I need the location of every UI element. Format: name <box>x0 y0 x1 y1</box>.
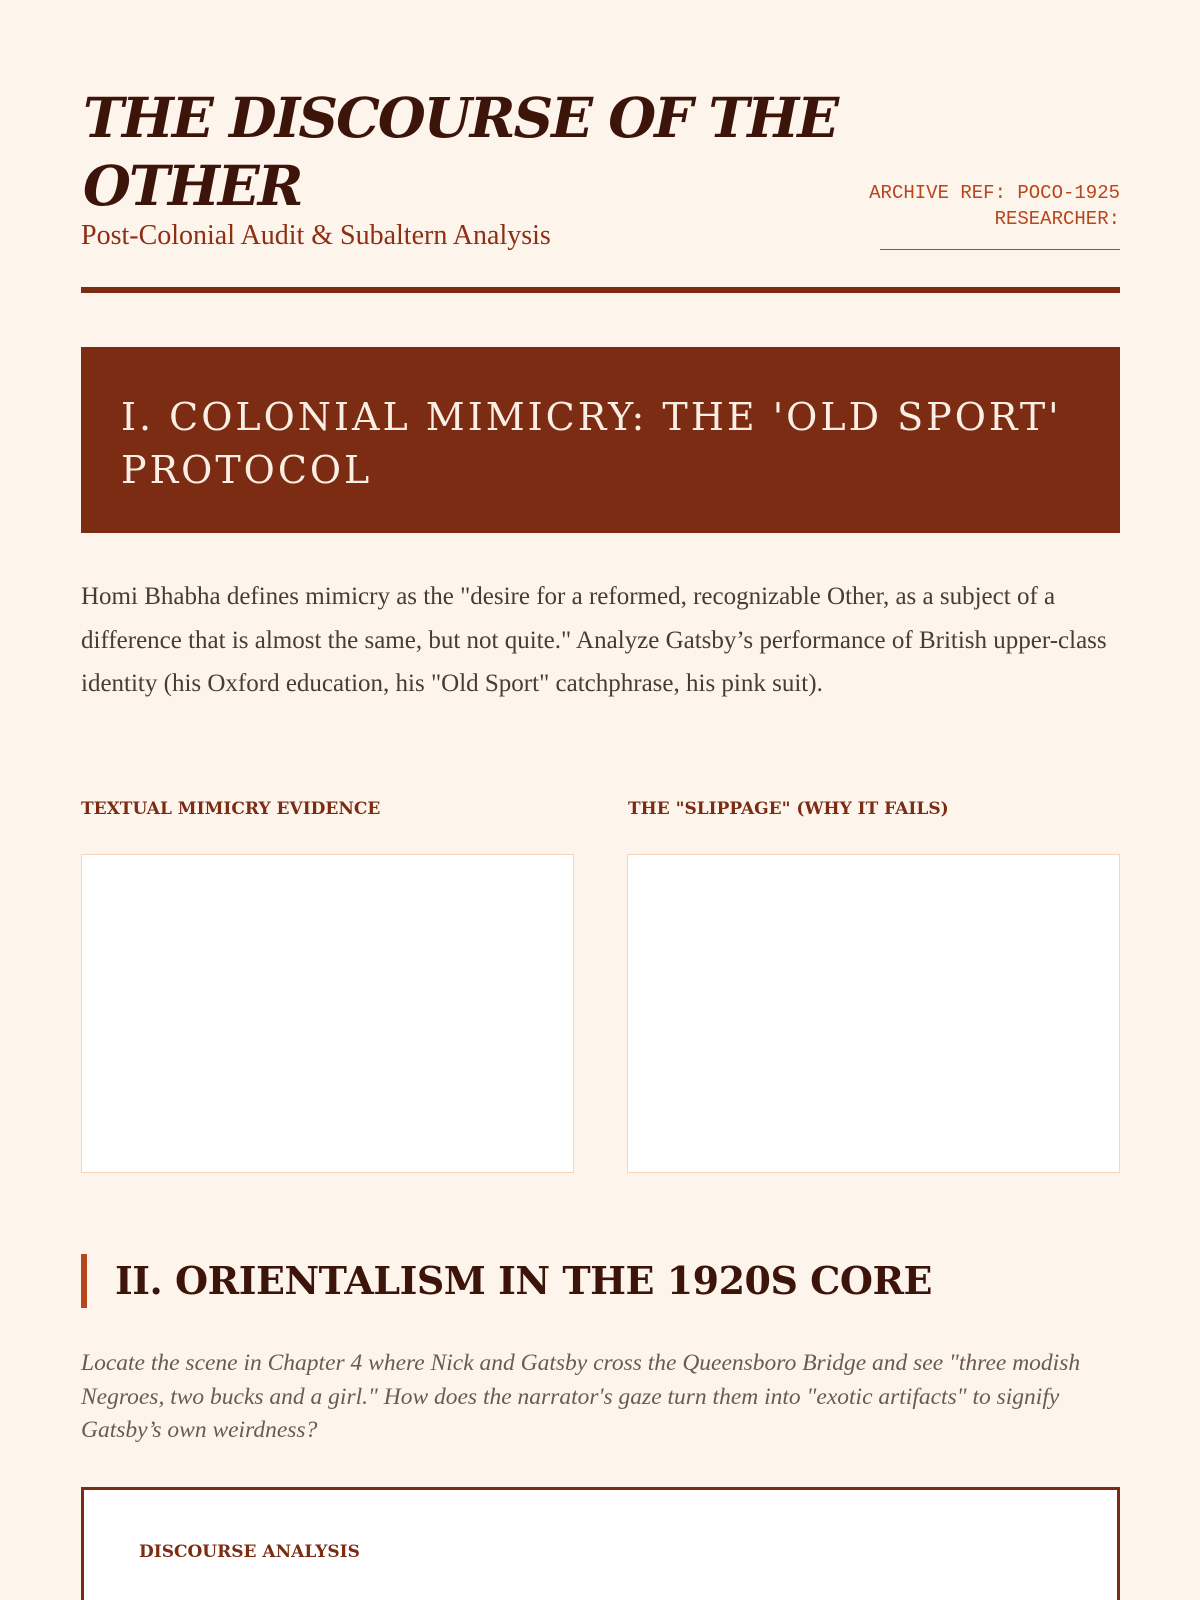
section-1-heading: I. COLONIAL MIMICRY: THE 'OLD SPORT' PROTOCOL <box>121 395 1062 492</box>
mimicry-evidence-field[interactable] <box>81 854 574 1173</box>
discourse-analysis-box[interactable] <box>81 1487 1120 1600</box>
page-title: THE DISCOURSE OF THE OTHER <box>83 85 838 218</box>
slippage-label: THE "SLIPPAGE" (WHY IT FAILS) <box>628 799 949 819</box>
page-header <box>81 0 1120 294</box>
archive-ref: ARCHIVE REF: POCO-1925 <box>869 182 1120 204</box>
page-subtitle: Post-Colonial Audit & Subaltern Analysis <box>81 220 551 251</box>
header-divider <box>81 287 1120 293</box>
mimicry-evidence-label: TEXTUAL MIMICRY EVIDENCE <box>81 799 381 819</box>
slippage-field[interactable] <box>627 854 1120 1173</box>
discourse-analysis-label: DISCOURSE ANALYSIS <box>139 1542 360 1562</box>
section-2-heading: II. ORIENTALISM IN THE 1920S CORE <box>115 1258 933 1303</box>
researcher-signature-line[interactable] <box>880 238 1120 250</box>
section-1-intro: Homi Bhabha defines mimicry as the "desire for a reformed, recognizable Other, as a subject of a difference that is almost the same, but not quite." Analyze Gatsby’s performance of British upper-class identity (his Oxford education, his "Old Sport" catchphrase, his pink suit). <box>81 583 1107 697</box>
worksheet-page <box>81 0 1120 1562</box>
section-1-banner <box>81 347 1120 533</box>
section-2-prompt: Locate the scene in Chapter 4 where Nick and Gatsby cross the Queensboro Bridge and see "three modish Negroes, two bucks and a girl." How does the narrator's gaze turn them into "exotic artifacts" to signify Gatsby’s own weirdness? <box>81 1350 1081 1443</box>
section-2-header <box>81 1254 932 1308</box>
archive-meta <box>869 180 1120 258</box>
researcher-label: RESEARCHER: <box>994 208 1120 230</box>
